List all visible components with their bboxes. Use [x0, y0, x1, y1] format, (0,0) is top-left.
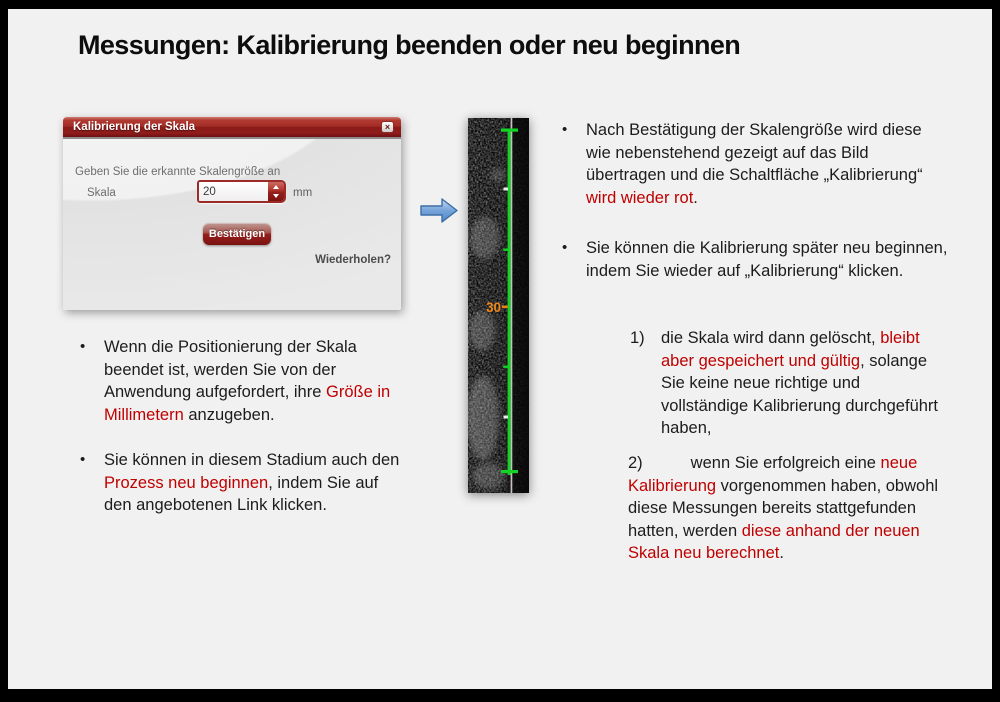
spinner-down-button[interactable] [268, 192, 284, 202]
left-bullet-1-text: Wenn die Positionierung der Skala beendet ist, werden Sie von der Anwendung aufgefordert, ihre Größe in Millimetern anzugeben. [104, 338, 391, 424]
calibration-line-top-cap [501, 129, 518, 132]
right-bullet-1-text: Nach Bestätigung der Skalengröße wird diese wie nebenstehend gezeigt auf das Bild übertragen und die Schaltfläche „Kalibrierung“ wird wieder rot. [586, 121, 923, 207]
calibration-dialog [63, 117, 401, 310]
confirm-button[interactable]: Bestätigen [203, 223, 271, 245]
original-scale-line [511, 118, 513, 493]
calibration-line-bottom-cap [501, 470, 518, 473]
left-bullet-2-text: Sie können in diesem Stadium auch den Prozess neu beginnen, indem Sie auf den angebotenen Link klicken. [104, 451, 400, 515]
arrow-right-icon [419, 197, 459, 225]
scale-label-dash [502, 306, 508, 309]
right-bullet-2-text: Sie können die Kalibrierung später neu beginnen, indem Sie wieder auf „Kalibrierung“ klicken. [586, 239, 948, 280]
scale-field-label: Skala [87, 187, 116, 199]
ultrasound-image [468, 118, 529, 493]
left-bullet-2 [80, 449, 402, 517]
numbered-item-1 [630, 327, 946, 440]
right-bullet-1 [562, 119, 950, 209]
bullet-icon: • [80, 451, 86, 468]
close-button[interactable] [381, 121, 394, 133]
page-title: Messungen: Kalibrierung beenden oder neu beginnen [78, 30, 741, 60]
spinner-buttons [268, 182, 284, 201]
numbered-item-2 [628, 452, 940, 565]
dialog-prompt: Geben Sie die erkannte Skalengröße an [75, 166, 281, 178]
spinner-up-button[interactable] [268, 182, 284, 192]
calibration-tick [503, 366, 508, 368]
calibration-tick [503, 249, 508, 251]
unit-label: mm [293, 187, 313, 199]
chevron-up-icon [273, 185, 279, 189]
left-bullet-1 [80, 336, 402, 426]
dialog-titlebar [63, 117, 401, 139]
scale-tick [504, 188, 509, 191]
chevron-down-icon [273, 194, 279, 198]
numbered-item-1-label: 1) [630, 329, 645, 347]
numbered-item-1-text: die Skala wird dann gelöscht, bleibt aber gespeichert und gültig, solange Sie keine neue richtige und vollständige Kalibrierung durchgeführt haben, [661, 329, 939, 438]
numbered-item-2-text: 2) wenn Sie erfolgreich eine neue Kalibrierung vorgenommen haben, obwohl diese Messungen bereits stattgefunden hatten, werden diese anhand der neuen Skala neu berechnet. [628, 454, 939, 563]
right-bullet-2 [562, 237, 950, 282]
bullet-icon: • [562, 239, 568, 256]
repeat-link[interactable]: Wiederholen? [315, 254, 391, 266]
close-icon: × [384, 122, 391, 132]
dialog-title: Kalibrierung der Skala [73, 121, 196, 133]
bullet-icon: • [562, 121, 568, 138]
scale-value-label: 30 [485, 300, 501, 315]
scale-spinner-group [197, 180, 286, 203]
scale-tick [504, 416, 509, 419]
scale-input[interactable] [199, 182, 268, 201]
ultrasound-panel [468, 118, 529, 493]
bullet-icon: • [80, 338, 86, 355]
